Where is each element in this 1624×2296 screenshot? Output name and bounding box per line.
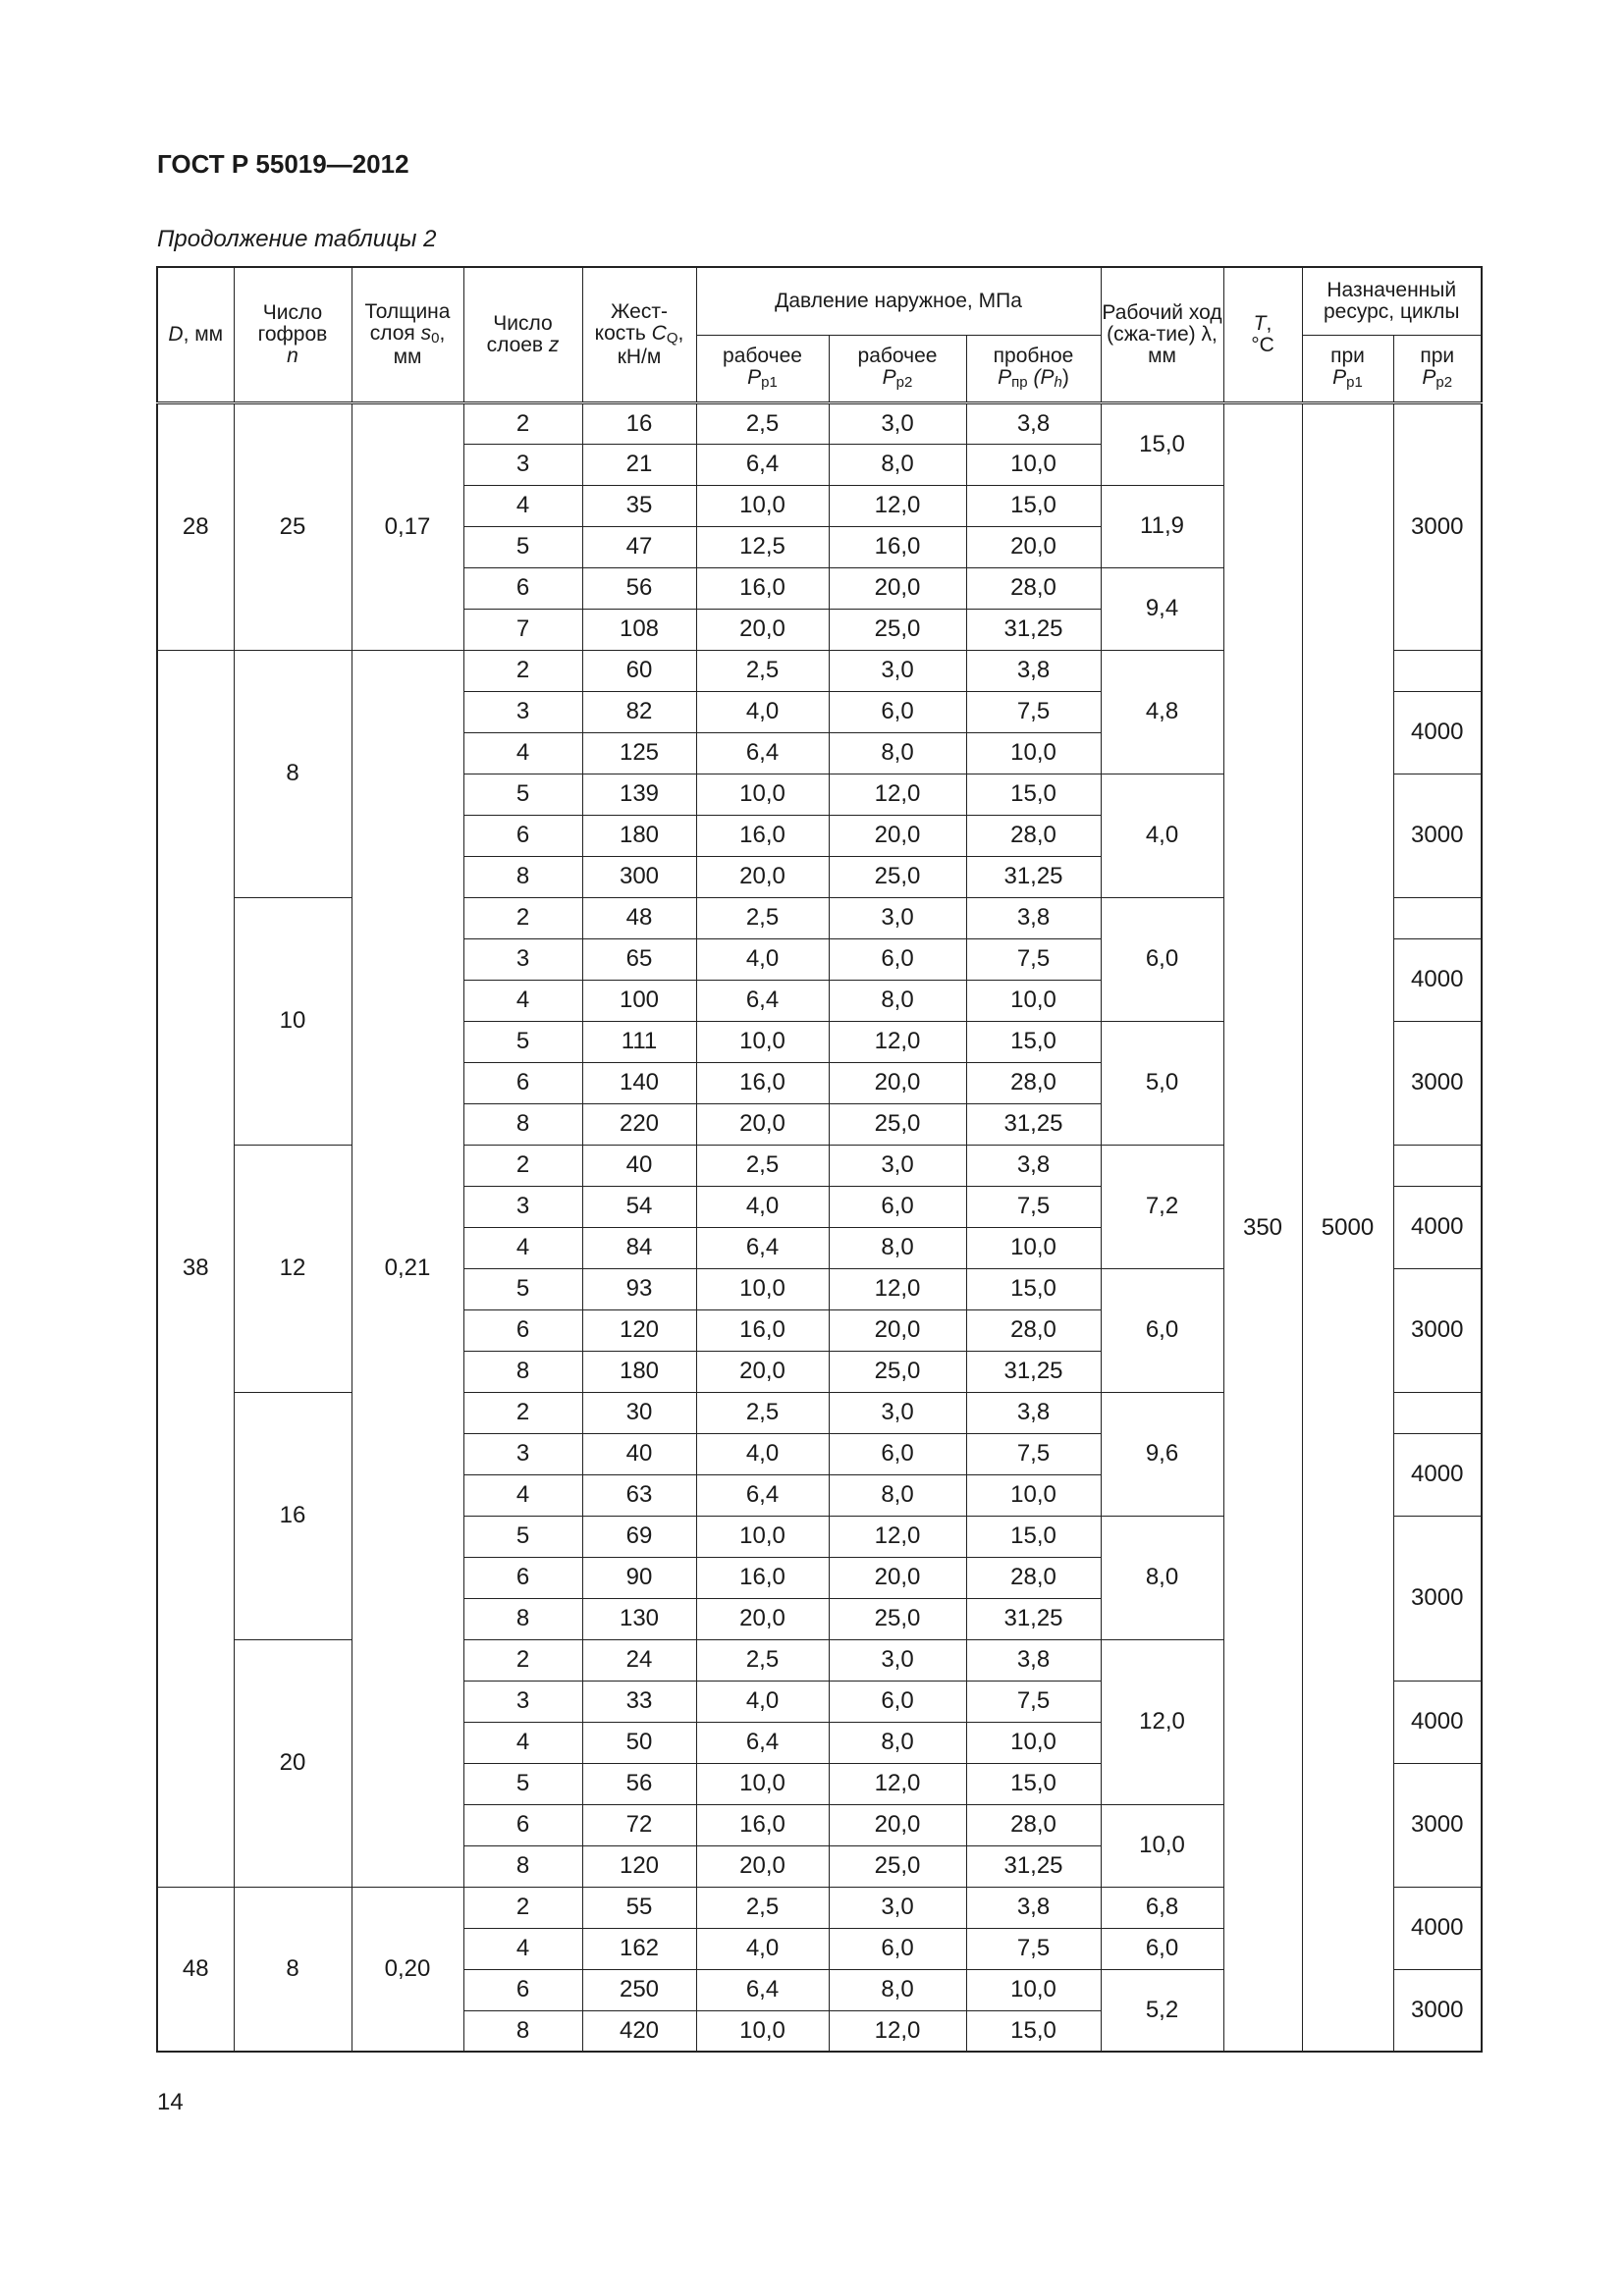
- c-cell: 300: [582, 856, 696, 897]
- z-cell: 2: [463, 650, 582, 691]
- pt-cell: 28,0: [966, 1062, 1101, 1103]
- z-cell: 2: [463, 402, 582, 444]
- c-cell: 30: [582, 1392, 696, 1433]
- c-cell: 180: [582, 815, 696, 856]
- c-cell: 50: [582, 1722, 696, 1763]
- z-cell: 5: [463, 526, 582, 567]
- r2-cell: 4000: [1393, 691, 1482, 774]
- pt-cell: 28,0: [966, 567, 1101, 609]
- p2-cell: 6,0: [829, 1433, 966, 1474]
- c-cell: 93: [582, 1268, 696, 1309]
- c-cell: 100: [582, 980, 696, 1021]
- p2-cell: 12,0: [829, 1268, 966, 1309]
- pt-cell: 20,0: [966, 526, 1101, 567]
- p2-cell: 6,0: [829, 1186, 966, 1227]
- z-cell: 3: [463, 1186, 582, 1227]
- col-stroke: Рабочий ход (сжа-тие) λ, мм: [1101, 267, 1223, 402]
- c-cell: 90: [582, 1557, 696, 1598]
- c-cell: 35: [582, 485, 696, 526]
- z-cell: 8: [463, 1351, 582, 1392]
- col-s: Толщина слоя $s_0$, мм: [352, 267, 463, 402]
- pt-cell: 31,25: [966, 609, 1101, 650]
- p2-cell: 20,0: [829, 1062, 966, 1103]
- c-cell: 162: [582, 1928, 696, 1969]
- pt-cell: 3,8: [966, 897, 1101, 938]
- p1-cell: 4,0: [696, 691, 829, 732]
- z-cell: 2: [463, 1887, 582, 1928]
- c-cell: 40: [582, 1145, 696, 1186]
- p2-cell: 20,0: [829, 815, 966, 856]
- p1-cell: 16,0: [696, 1557, 829, 1598]
- c-cell: 120: [582, 1309, 696, 1351]
- c-cell: 55: [582, 1887, 696, 1928]
- p1-cell: 10,0: [696, 1763, 829, 1804]
- pt-cell: 7,5: [966, 1186, 1101, 1227]
- c-cell: 125: [582, 732, 696, 774]
- pt-cell: 3,8: [966, 402, 1101, 444]
- p2-cell: 3,0: [829, 650, 966, 691]
- p1-cell: 2,5: [696, 650, 829, 691]
- z-cell: 6: [463, 1557, 582, 1598]
- c-cell: 69: [582, 1516, 696, 1557]
- pt-cell: 10,0: [966, 732, 1101, 774]
- p2-cell: 3,0: [829, 1639, 966, 1681]
- p1-cell: 10,0: [696, 1021, 829, 1062]
- r2-cell: 3000: [1393, 1969, 1482, 2052]
- z-cell: 3: [463, 691, 582, 732]
- pt-cell: 15,0: [966, 485, 1101, 526]
- p2-cell: 12,0: [829, 1516, 966, 1557]
- pt-cell: 31,25: [966, 1598, 1101, 1639]
- z-cell: 6: [463, 815, 582, 856]
- z-cell: 2: [463, 1392, 582, 1433]
- p1-cell: 4,0: [696, 1928, 829, 1969]
- pt-cell: 15,0: [966, 1268, 1101, 1309]
- c-cell: 420: [582, 2010, 696, 2052]
- z-cell: 4: [463, 1722, 582, 1763]
- p2-cell: 20,0: [829, 1309, 966, 1351]
- r2-cell: 4000: [1393, 938, 1482, 1021]
- c-cell: 220: [582, 1103, 696, 1145]
- c-cell: 130: [582, 1598, 696, 1639]
- stroke-cell: 11,9: [1101, 485, 1223, 567]
- pt-cell: 10,0: [966, 1227, 1101, 1268]
- stroke-cell: 8,0: [1101, 1516, 1223, 1639]
- p2-cell: 8,0: [829, 444, 966, 485]
- pt-cell: 28,0: [966, 1557, 1101, 1598]
- z-cell: 8: [463, 2010, 582, 2052]
- r2-cell: 3000: [1393, 774, 1482, 897]
- z-cell: 6: [463, 1804, 582, 1845]
- c-cell: 82: [582, 691, 696, 732]
- n-cell: 8: [234, 650, 352, 897]
- p2-cell: 12,0: [829, 2010, 966, 2052]
- p1-cell: 16,0: [696, 1804, 829, 1845]
- page-number: 14: [157, 2089, 184, 2115]
- r2-cell: 4000: [1393, 1681, 1482, 1763]
- col-z: Число слоев z: [463, 267, 582, 402]
- z-cell: 4: [463, 1474, 582, 1516]
- p2-cell: 8,0: [829, 1474, 966, 1516]
- c-cell: 47: [582, 526, 696, 567]
- c-cell: 180: [582, 1351, 696, 1392]
- p1-cell: 6,4: [696, 1474, 829, 1516]
- p1-cell: 20,0: [696, 609, 829, 650]
- col-p1: рабочее $P_{p1}$: [696, 335, 829, 402]
- c-cell: 24: [582, 1639, 696, 1681]
- p2-cell: 20,0: [829, 1804, 966, 1845]
- stroke-cell: 15,0: [1101, 402, 1223, 485]
- pt-cell: 7,5: [966, 1681, 1101, 1722]
- p2-cell: 25,0: [829, 609, 966, 650]
- p1-cell: 4,0: [696, 1186, 829, 1227]
- pt-cell: 15,0: [966, 2010, 1101, 2052]
- z-cell: 8: [463, 856, 582, 897]
- p1-cell: 4,0: [696, 1433, 829, 1474]
- p1-cell: 6,4: [696, 1227, 829, 1268]
- pt-cell: 28,0: [966, 1804, 1101, 1845]
- c-cell: 63: [582, 1474, 696, 1516]
- stroke-cell: 5,2: [1101, 1969, 1223, 2052]
- pt-cell: 10,0: [966, 1969, 1101, 2010]
- pt-cell: 7,5: [966, 1433, 1101, 1474]
- c-cell: 84: [582, 1227, 696, 1268]
- r2-cell: 3000: [1393, 1268, 1482, 1392]
- p2-cell: 3,0: [829, 1887, 966, 1928]
- z-cell: 4: [463, 980, 582, 1021]
- p2-cell: 3,0: [829, 1392, 966, 1433]
- pt-cell: 10,0: [966, 1474, 1101, 1516]
- p1-cell: 2,5: [696, 1145, 829, 1186]
- p2-cell: 25,0: [829, 856, 966, 897]
- p1-cell: 10,0: [696, 485, 829, 526]
- n-cell: 20: [234, 1639, 352, 1887]
- p1-cell: 2,5: [696, 1639, 829, 1681]
- p2-cell: 16,0: [829, 526, 966, 567]
- z-cell: 8: [463, 1598, 582, 1639]
- stroke-cell: 6,0: [1101, 1928, 1223, 1969]
- stroke-cell: 10,0: [1101, 1804, 1223, 1887]
- p2-cell: 12,0: [829, 485, 966, 526]
- p2-cell: 6,0: [829, 1681, 966, 1722]
- p2-cell: 12,0: [829, 774, 966, 815]
- table-header: [157, 267, 1482, 402]
- c-cell: 40: [582, 1433, 696, 1474]
- p2-cell: 25,0: [829, 1598, 966, 1639]
- pt-cell: 31,25: [966, 1845, 1101, 1887]
- s-cell: 0,20: [352, 1887, 463, 2052]
- col-r1: при $P_{p1}$: [1302, 335, 1393, 402]
- p1-cell: 10,0: [696, 1516, 829, 1557]
- p1-cell: 10,0: [696, 774, 829, 815]
- c-cell: 139: [582, 774, 696, 815]
- p2-cell: 6,0: [829, 1928, 966, 1969]
- col-d: D, мм: [157, 267, 234, 402]
- p1-cell: 16,0: [696, 567, 829, 609]
- r2-cell: 4000: [1393, 1887, 1482, 1969]
- c-cell: 72: [582, 1804, 696, 1845]
- p2-cell: 20,0: [829, 567, 966, 609]
- p1-cell: 20,0: [696, 1103, 829, 1145]
- c-cell: 111: [582, 1021, 696, 1062]
- z-cell: 5: [463, 1516, 582, 1557]
- n-cell: 10: [234, 897, 352, 1145]
- p1-cell: 6,4: [696, 732, 829, 774]
- c-cell: 16: [582, 402, 696, 444]
- p2-cell: 12,0: [829, 1763, 966, 1804]
- p2-cell: 25,0: [829, 1351, 966, 1392]
- z-cell: 5: [463, 1763, 582, 1804]
- table-caption: Продолжение таблицы 2: [157, 226, 437, 252]
- r2-cell: 3000: [1393, 1763, 1482, 1887]
- stroke-cell: 6,8: [1101, 1887, 1223, 1928]
- pt-cell: 3,8: [966, 650, 1101, 691]
- spec-table: [156, 266, 1483, 2053]
- z-cell: 2: [463, 1639, 582, 1681]
- c-cell: 56: [582, 567, 696, 609]
- table-body: [157, 402, 1482, 2052]
- p2-cell: 3,0: [829, 1145, 966, 1186]
- pt-cell: 7,5: [966, 1928, 1101, 1969]
- col-pressure-group: Давление наружное, МПа: [696, 267, 1101, 335]
- pt-cell: 7,5: [966, 938, 1101, 980]
- t-cell: 350: [1223, 402, 1302, 2052]
- p1-cell: 16,0: [696, 815, 829, 856]
- z-cell: 2: [463, 1145, 582, 1186]
- p1-cell: 2,5: [696, 1887, 829, 1928]
- pt-cell: 3,8: [966, 1887, 1101, 1928]
- pt-cell: 31,25: [966, 1351, 1101, 1392]
- p2-cell: 8,0: [829, 732, 966, 774]
- pt-cell: 10,0: [966, 980, 1101, 1021]
- pt-cell: 28,0: [966, 815, 1101, 856]
- p1-cell: 6,4: [696, 444, 829, 485]
- r2-cell: 3000: [1393, 1516, 1482, 1681]
- r2-cell: 3000: [1393, 1021, 1482, 1145]
- p2-cell: 8,0: [829, 980, 966, 1021]
- stroke-cell: 9,6: [1101, 1392, 1223, 1516]
- pt-cell: 15,0: [966, 1021, 1101, 1062]
- p1-cell: 10,0: [696, 2010, 829, 2052]
- stroke-cell: 5,0: [1101, 1021, 1223, 1145]
- table-row: [157, 402, 1482, 444]
- p2-cell: 3,0: [829, 402, 966, 444]
- pt-cell: 7,5: [966, 691, 1101, 732]
- c-cell: 60: [582, 650, 696, 691]
- col-t: T, °C: [1223, 267, 1302, 402]
- p1-cell: 4,0: [696, 1681, 829, 1722]
- d-cell: 48: [157, 1887, 234, 2052]
- pt-cell: 15,0: [966, 1763, 1101, 1804]
- r1-cell: 5000: [1302, 402, 1393, 2052]
- pt-cell: 10,0: [966, 444, 1101, 485]
- z-cell: 5: [463, 1021, 582, 1062]
- p2-cell: 6,0: [829, 691, 966, 732]
- r2-cell: [1393, 1392, 1482, 1433]
- d-cell: 38: [157, 650, 234, 1887]
- p1-cell: 6,4: [696, 980, 829, 1021]
- z-cell: 2: [463, 897, 582, 938]
- col-n: Число гофров n: [234, 267, 352, 402]
- z-cell: 7: [463, 609, 582, 650]
- p1-cell: 20,0: [696, 856, 829, 897]
- p1-cell: 16,0: [696, 1062, 829, 1103]
- stroke-cell: 4,8: [1101, 650, 1223, 774]
- z-cell: 4: [463, 732, 582, 774]
- p1-cell: 2,5: [696, 897, 829, 938]
- p2-cell: 25,0: [829, 1103, 966, 1145]
- c-cell: 33: [582, 1681, 696, 1722]
- pt-cell: 3,8: [966, 1392, 1101, 1433]
- z-cell: 3: [463, 444, 582, 485]
- c-cell: 140: [582, 1062, 696, 1103]
- z-cell: 3: [463, 938, 582, 980]
- p1-cell: 20,0: [696, 1351, 829, 1392]
- p2-cell: 25,0: [829, 1845, 966, 1887]
- r2-cell: 3000: [1393, 402, 1482, 650]
- p1-cell: 4,0: [696, 938, 829, 980]
- p1-cell: 2,5: [696, 402, 829, 444]
- c-cell: 65: [582, 938, 696, 980]
- col-c: Жест- кость $C_Q$, кН/м: [582, 267, 696, 402]
- p2-cell: 12,0: [829, 1021, 966, 1062]
- c-cell: 108: [582, 609, 696, 650]
- s-cell: 0,21: [352, 650, 463, 1887]
- p1-cell: 20,0: [696, 1598, 829, 1639]
- c-cell: 56: [582, 1763, 696, 1804]
- s-cell: 0,17: [352, 402, 463, 650]
- z-cell: 5: [463, 1268, 582, 1309]
- p1-cell: 2,5: [696, 1392, 829, 1433]
- n-cell: 25: [234, 402, 352, 650]
- z-cell: 8: [463, 1103, 582, 1145]
- pt-cell: 10,0: [966, 1722, 1101, 1763]
- r2-cell: 4000: [1393, 1433, 1482, 1516]
- c-cell: 250: [582, 1969, 696, 2010]
- n-cell: 12: [234, 1145, 352, 1392]
- p1-cell: 16,0: [696, 1309, 829, 1351]
- p1-cell: 12,5: [696, 526, 829, 567]
- r2-cell: 4000: [1393, 1186, 1482, 1268]
- n-cell: 8: [234, 1887, 352, 2052]
- pt-cell: 31,25: [966, 1103, 1101, 1145]
- stroke-cell: 4,0: [1101, 774, 1223, 897]
- pt-cell: 28,0: [966, 1309, 1101, 1351]
- r2-cell: [1393, 650, 1482, 691]
- z-cell: 3: [463, 1433, 582, 1474]
- document-code: ГОСТ Р 55019—2012: [157, 149, 409, 179]
- p2-cell: 8,0: [829, 1227, 966, 1268]
- z-cell: 3: [463, 1681, 582, 1722]
- r2-cell: [1393, 1145, 1482, 1186]
- z-cell: 4: [463, 1227, 582, 1268]
- p2-cell: 3,0: [829, 897, 966, 938]
- stroke-cell: 12,0: [1101, 1639, 1223, 1804]
- c-cell: 48: [582, 897, 696, 938]
- stroke-cell: 6,0: [1101, 1268, 1223, 1392]
- p1-cell: 6,4: [696, 1969, 829, 2010]
- stroke-cell: 9,4: [1101, 567, 1223, 650]
- col-r2: при $P_{p2}$: [1393, 335, 1482, 402]
- z-cell: 8: [463, 1845, 582, 1887]
- p2-cell: 6,0: [829, 938, 966, 980]
- col-resource-group: Назначенный ресурс, циклы: [1302, 267, 1482, 335]
- c-cell: 54: [582, 1186, 696, 1227]
- pt-cell: 15,0: [966, 774, 1101, 815]
- d-cell: 28: [157, 402, 234, 650]
- pt-cell: 15,0: [966, 1516, 1101, 1557]
- pt-cell: 3,8: [966, 1145, 1101, 1186]
- n-cell: 16: [234, 1392, 352, 1639]
- c-cell: 120: [582, 1845, 696, 1887]
- z-cell: 5: [463, 774, 582, 815]
- p2-cell: 8,0: [829, 1722, 966, 1763]
- pt-cell: 3,8: [966, 1639, 1101, 1681]
- p1-cell: 20,0: [696, 1845, 829, 1887]
- p2-cell: 20,0: [829, 1557, 966, 1598]
- pt-cell: 31,25: [966, 856, 1101, 897]
- p1-cell: 10,0: [696, 1268, 829, 1309]
- stroke-cell: 6,0: [1101, 897, 1223, 1021]
- z-cell: 6: [463, 1969, 582, 2010]
- col-p2: рабочее $P_{p2}$: [829, 335, 966, 402]
- stroke-cell: 7,2: [1101, 1145, 1223, 1268]
- z-cell: 6: [463, 567, 582, 609]
- z-cell: 6: [463, 1062, 582, 1103]
- z-cell: 4: [463, 485, 582, 526]
- p1-cell: 6,4: [696, 1722, 829, 1763]
- z-cell: 4: [463, 1928, 582, 1969]
- c-cell: 21: [582, 444, 696, 485]
- p2-cell: 8,0: [829, 1969, 966, 2010]
- r2-cell: [1393, 897, 1482, 938]
- z-cell: 6: [463, 1309, 582, 1351]
- col-pt: пробное $P_{пр}$ $(P_h)$: [966, 335, 1101, 402]
